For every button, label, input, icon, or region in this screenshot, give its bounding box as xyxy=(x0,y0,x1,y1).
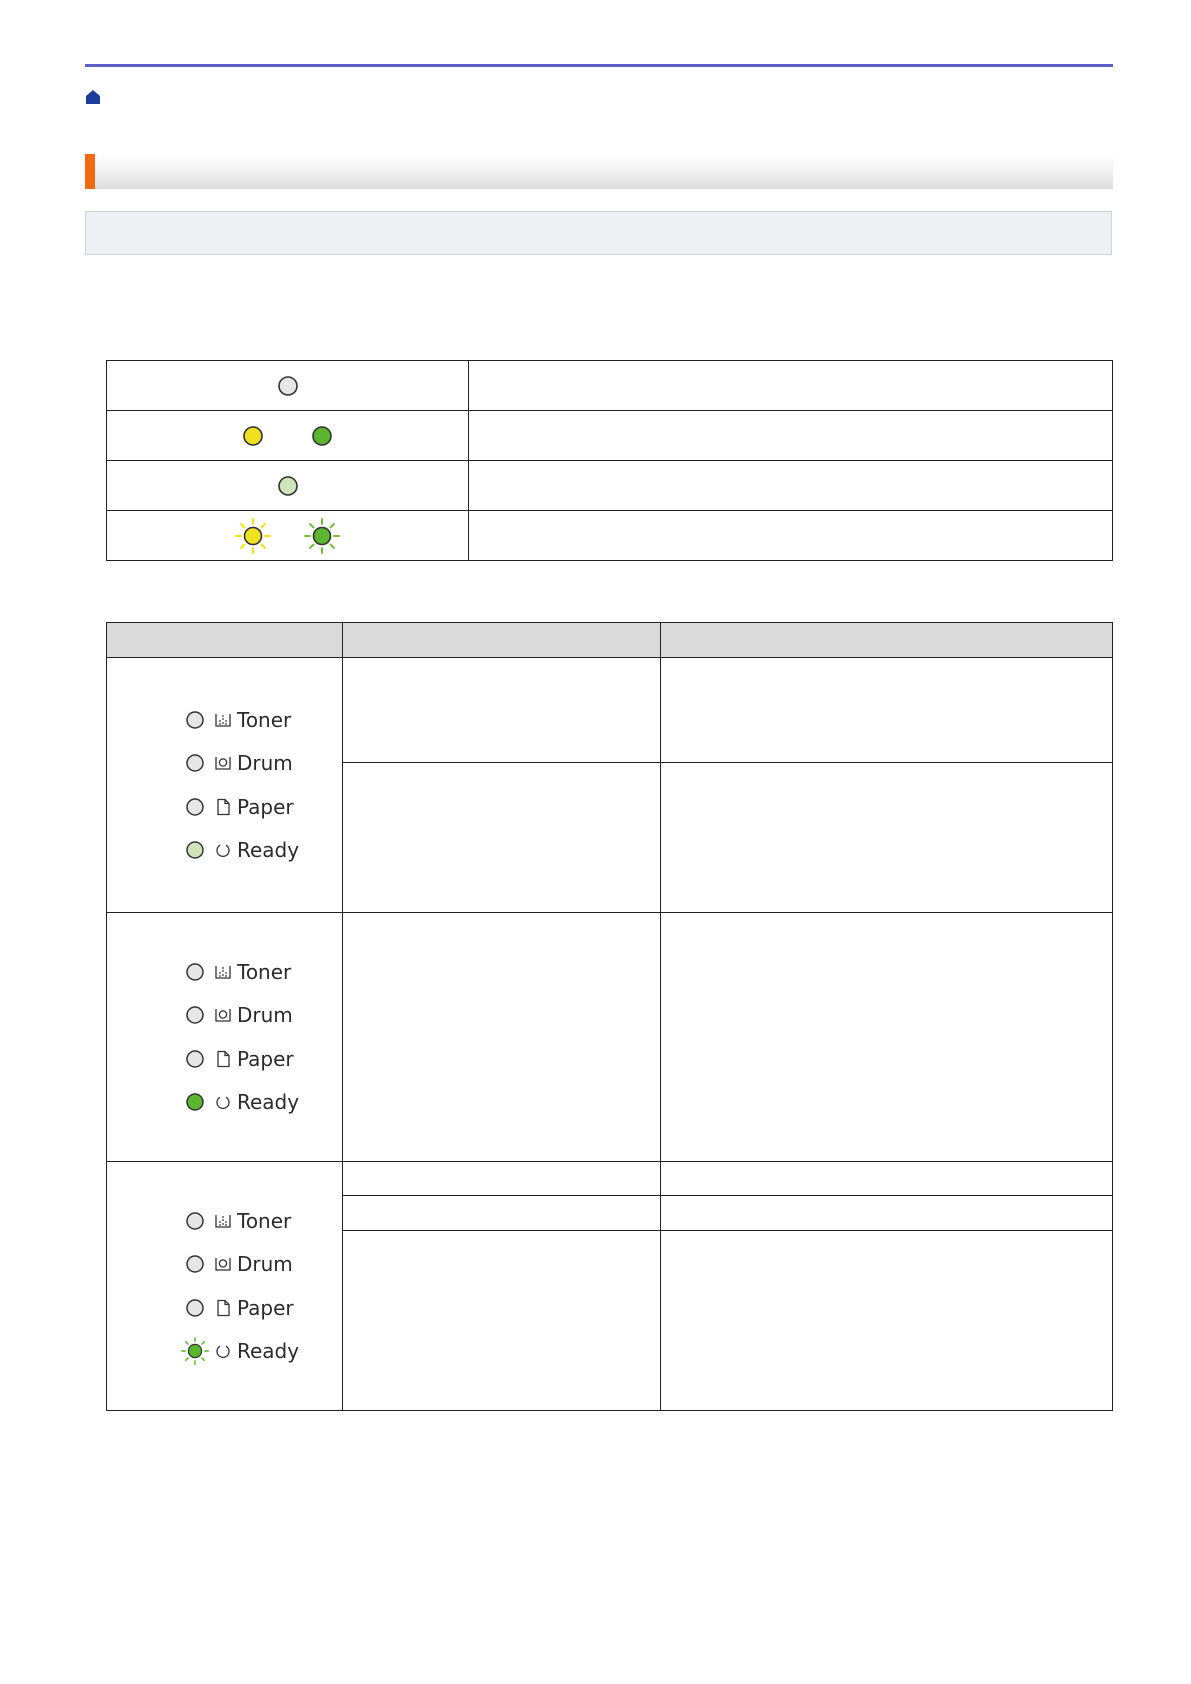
legend-description-cell xyxy=(469,461,1113,511)
legend-icon-cell xyxy=(107,461,469,511)
ready-icon xyxy=(213,840,233,860)
status-cell xyxy=(343,763,661,913)
section-title-bar xyxy=(85,154,1113,189)
description-cell xyxy=(661,1162,1113,1196)
status-row xyxy=(107,913,1113,1162)
lamp-label: Ready xyxy=(237,1090,300,1115)
led-green-blink-icon xyxy=(181,1337,209,1365)
status-cell xyxy=(343,1230,661,1410)
toner-icon xyxy=(213,710,233,730)
legend-row-on xyxy=(107,411,1113,461)
led-panel-cell xyxy=(107,1162,343,1411)
led-off-icon xyxy=(181,706,209,734)
header-cell-led xyxy=(107,623,343,658)
status-row xyxy=(107,1162,1113,1196)
lamp-row-ready xyxy=(181,829,342,873)
status-table-header-row xyxy=(107,623,1113,658)
lamp-label: Drum xyxy=(237,751,293,776)
led-green-icon xyxy=(181,1088,209,1116)
title-accent-bar xyxy=(85,154,95,189)
lamp-row-toner xyxy=(181,1199,342,1243)
lamp-label: Paper xyxy=(237,1295,294,1320)
lamp-row-ready xyxy=(181,1081,342,1125)
drum-icon xyxy=(213,1005,233,1025)
led-off-icon xyxy=(181,958,209,986)
paper-icon xyxy=(213,1049,233,1069)
status-cell xyxy=(343,1162,661,1196)
description-cell xyxy=(661,1230,1113,1410)
led-yellow-on-icon xyxy=(241,424,265,448)
led-panel-cell xyxy=(107,658,343,913)
lamp-row-drum xyxy=(181,994,342,1038)
lamp-label: Toner xyxy=(237,707,292,732)
legend-description-cell xyxy=(469,361,1113,411)
led-status-table xyxy=(106,622,1113,1411)
toner-icon xyxy=(213,962,233,982)
legend-icon-cell xyxy=(107,361,469,411)
lamp-row-drum xyxy=(181,742,342,786)
led-dim-green-icon xyxy=(181,836,209,864)
lamp-label: Toner xyxy=(237,1208,292,1233)
led-off-icon xyxy=(181,1045,209,1073)
drum-icon xyxy=(213,1254,233,1274)
lamp-row-paper xyxy=(181,785,342,829)
led-dim-green-icon xyxy=(276,474,300,498)
status-row xyxy=(107,658,1113,763)
legend-row-dimmed xyxy=(107,461,1113,511)
header-cell-status xyxy=(343,623,661,658)
legend-description-cell xyxy=(469,511,1113,561)
paper-icon xyxy=(213,797,233,817)
lamp-label: Paper xyxy=(237,794,294,819)
lamp-label: Drum xyxy=(237,1003,293,1028)
status-cell xyxy=(343,658,661,763)
led-off-icon xyxy=(181,1250,209,1278)
led-off-icon xyxy=(181,1294,209,1322)
led-off-icon xyxy=(181,793,209,821)
header-rule xyxy=(85,64,1113,67)
status-cell xyxy=(343,913,661,1162)
legend-description-cell xyxy=(469,411,1113,461)
lamp-label: Toner xyxy=(237,959,292,984)
led-off-icon xyxy=(181,749,209,777)
paper-icon xyxy=(213,1298,233,1318)
legend-icon-cell xyxy=(107,411,469,461)
led-green-blink-icon xyxy=(303,517,341,555)
lamp-label: Paper xyxy=(237,1046,294,1071)
drum-icon xyxy=(213,753,233,773)
lamp-row-paper xyxy=(181,1037,342,1081)
led-off-icon xyxy=(181,1001,209,1029)
led-legend-table xyxy=(106,360,1113,561)
led-off-icon xyxy=(276,374,300,398)
lamp-label: Drum xyxy=(237,1252,293,1277)
lamp-row-toner xyxy=(181,698,342,742)
description-cell xyxy=(661,1196,1113,1230)
ready-icon xyxy=(213,1092,233,1112)
legend-icon-cell xyxy=(107,511,469,561)
lamp-row-paper xyxy=(181,1286,342,1330)
led-off-icon xyxy=(181,1207,209,1235)
lamp-label: Ready xyxy=(237,1339,300,1364)
legend-row-blinking xyxy=(107,511,1113,561)
header-cell-description xyxy=(661,623,1113,658)
status-cell xyxy=(343,1196,661,1230)
lamp-row-drum xyxy=(181,1243,342,1287)
led-panel-cell xyxy=(107,913,343,1162)
note-box xyxy=(85,211,1112,255)
legend-row-off xyxy=(107,361,1113,411)
home-icon[interactable] xyxy=(85,89,101,105)
description-cell xyxy=(661,913,1113,1162)
lamp-row-toner xyxy=(181,950,342,994)
toner-icon xyxy=(213,1211,233,1231)
description-cell xyxy=(661,763,1113,913)
led-green-on-icon xyxy=(310,424,334,448)
ready-icon xyxy=(213,1341,233,1361)
description-cell xyxy=(661,658,1113,763)
lamp-label: Ready xyxy=(237,838,300,863)
led-yellow-blink-icon xyxy=(234,517,272,555)
lamp-row-ready xyxy=(181,1330,342,1374)
